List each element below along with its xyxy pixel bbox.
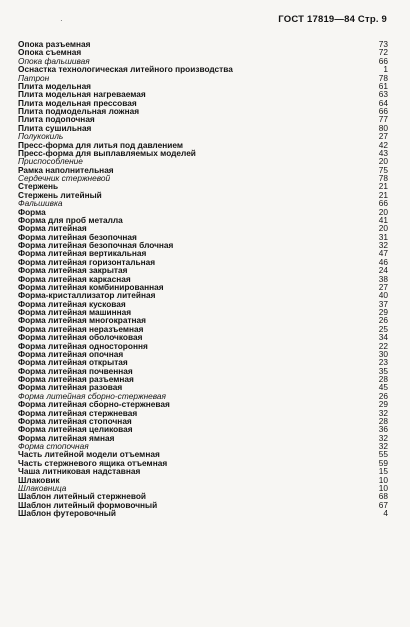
entry-page-number: 43 <box>378 147 388 158</box>
entry-page-number: 32 <box>378 240 388 250</box>
entry-page-number: 73 <box>378 39 388 49</box>
entry-term: Опока разъемная <box>18 39 91 49</box>
entry-page-number: 72 <box>378 47 388 58</box>
entry-term: Форма литейная машинная <box>18 307 132 317</box>
entry-term: Форма литейная сборно-стержневая <box>18 399 170 410</box>
entry-term: Форма литейная открытая <box>18 357 128 368</box>
entry-term: Форма-кристаллизатор литейная <box>18 290 156 301</box>
entry-term: Форма литейная разовая <box>18 382 123 393</box>
entry-page-number: 24 <box>378 265 388 276</box>
entry-term: Шаблон литейный стержневой <box>18 491 146 502</box>
index-entry <box>18 174 388 182</box>
entry-term: Часть литейной модели отъемная <box>18 449 160 460</box>
entry-term: Приспособление <box>18 156 83 167</box>
entry-page-number: 45 <box>378 382 388 393</box>
entry-page-number: 32 <box>378 441 388 451</box>
entry-page-number: 67 <box>378 499 388 510</box>
entry-term: Плита модельная прессовая <box>18 97 137 108</box>
entry-term: Стержень <box>18 181 59 192</box>
entry-term: Форма литейная многократная <box>18 315 146 326</box>
entry-term: Плита подмодельная ложная <box>18 106 140 116</box>
entry-page-number: 27 <box>378 131 388 142</box>
entry-term: Полукокиль <box>18 131 64 142</box>
entry-page-number: 21 <box>378 189 388 200</box>
entry-term: Форма литейная стопочная <box>18 415 132 426</box>
entry-page-number: 59 <box>378 457 388 468</box>
index-entry <box>18 509 388 517</box>
entry-page-number: 40 <box>378 290 388 301</box>
entry-page-number: 38 <box>378 273 388 284</box>
entry-page-number: 68 <box>378 491 388 502</box>
entry-page-number: 66 <box>378 55 388 66</box>
entry-term: Форма литейная кусковая <box>18 298 126 309</box>
entry-term: Форма литейная сборно-стержневая <box>18 390 166 401</box>
entry-page-number: 22 <box>378 340 388 351</box>
index-entry <box>18 65 388 73</box>
index-entry <box>18 191 388 199</box>
entry-page-number: 28 <box>378 374 388 384</box>
entry-page-number: 31 <box>378 231 388 242</box>
entry-term: Плита модельная нагреваемая <box>18 89 146 100</box>
entry-term: Шаблон футеровочный <box>18 508 116 518</box>
index-entry <box>18 199 388 207</box>
entry-page-number: 20 <box>378 223 388 234</box>
entry-page-number: 29 <box>378 399 388 410</box>
entry-term: Шлаковница <box>18 482 67 493</box>
entry-page-number: 46 <box>378 256 388 267</box>
index-entry <box>18 476 388 484</box>
entry-page-number: 42 <box>378 139 388 150</box>
entry-term: Форма литейная безопочная блочная <box>18 240 174 250</box>
entry-term: Шаблон литейный формовочный <box>18 499 158 510</box>
entry-page-number: 55 <box>378 449 388 460</box>
entry-term: Форма для проб металла <box>18 214 123 225</box>
entry-term: Опока фальшивая <box>18 55 90 66</box>
entry-page-number: 34 <box>378 332 388 343</box>
entry-page-number: 61 <box>378 80 388 91</box>
entry-term: Форма литейная почвенная <box>18 365 133 376</box>
entry-page-number: 23 <box>378 357 388 368</box>
entry-term: Форма литейная одностороння <box>18 340 148 351</box>
entry-term: Форма литейная ямная <box>18 432 115 443</box>
entry-page-number: 41 <box>378 214 388 225</box>
entry-page-number: 26 <box>378 315 388 326</box>
entry-term: Часть стержневого ящика отъемная <box>18 457 168 468</box>
entry-term: Опока съемная <box>18 47 82 58</box>
entry-term: Плита подопочная <box>18 114 95 125</box>
entry-page-number: 77 <box>378 114 388 125</box>
entry-page-number: 47 <box>378 248 388 259</box>
entry-page-number: 30 <box>378 348 388 359</box>
entry-term: Форма литейная оболочковая <box>18 332 143 343</box>
entry-term: Сердечник стержневой <box>18 173 111 183</box>
entry-page-number: 78 <box>378 72 388 83</box>
entry-term: Форма стопочная <box>18 441 89 451</box>
entry-page-number: 10 <box>378 482 388 493</box>
entry-term: Форма литейная каркасная <box>18 273 131 284</box>
entry-page-number: 75 <box>378 164 388 175</box>
entry-page-number: 35 <box>378 365 388 376</box>
entry-page-number: 66 <box>378 198 388 209</box>
entry-page-number: 25 <box>378 323 388 334</box>
entry-term: Патрон <box>18 72 50 83</box>
entry-term: Пресс-форма для выплавляемых моделей <box>18 147 196 158</box>
entry-page-number: 29 <box>378 307 388 317</box>
entry-page-number: 10 <box>378 474 388 485</box>
entry-term: Форма литейная разъемная <box>18 374 134 384</box>
entry-term: Оснастка технологическая литейного производства <box>18 64 233 75</box>
scan-speck: · <box>60 16 63 25</box>
entry-term: Форма литейная закрытая <box>18 265 128 276</box>
entry-page-number: 20 <box>378 206 388 217</box>
page-header: ГОСТ 17819—84 Стр. 9 <box>278 14 387 25</box>
index-entry <box>18 467 388 475</box>
entry-page-number: 20 <box>378 156 388 167</box>
entry-term: Форма литейная опочная <box>18 348 124 359</box>
entry-term: Плита сушильная <box>18 122 92 133</box>
entry-term: Форма литейная безопочная <box>18 231 137 242</box>
entry-term: Форма литейная горизонтальная <box>18 256 156 267</box>
entry-page-number: 28 <box>378 415 388 426</box>
entry-term: Стержень литейный <box>18 189 102 200</box>
entry-term: Форма литейная неразъемная <box>18 323 144 334</box>
entry-page-number: 26 <box>378 390 388 401</box>
entry-page-number: 32 <box>378 407 388 418</box>
entry-page-number: 64 <box>378 97 388 108</box>
entry-page-number: 66 <box>378 106 388 116</box>
entry-page-number: 21 <box>378 181 388 192</box>
entry-page-number: 27 <box>378 281 388 292</box>
entry-page-number: 36 <box>378 424 388 435</box>
entry-page-number: 32 <box>378 432 388 443</box>
entry-page-number: 63 <box>378 89 388 100</box>
entry-term: Форма <box>18 206 46 217</box>
entry-term: Чаша литниковая надставная <box>18 466 141 477</box>
entry-page-number: 1 <box>383 64 388 75</box>
entry-term: Форма литейная <box>18 223 87 234</box>
entry-term: Форма литейная целиковая <box>18 424 133 435</box>
entry-page-number: 15 <box>378 466 388 477</box>
index-entry <box>18 124 388 132</box>
entry-term: Пресс-форма для литья под давлением <box>18 139 183 150</box>
entry-page-number: 37 <box>378 298 388 309</box>
entry-term: Фальшивка <box>18 198 63 209</box>
entry-term: Рамка наполнительная <box>18 164 114 175</box>
entry-page-number: 4 <box>383 508 388 518</box>
entry-term: Плита модельная <box>18 80 92 91</box>
entry-term: Форма литейная вертикальная <box>18 248 147 259</box>
entry-page-number: 80 <box>378 122 388 133</box>
index-list <box>18 40 388 517</box>
entry-term: Форма литейная стержневая <box>18 407 138 418</box>
entry-term: Форма литейная комбинированная <box>18 281 164 292</box>
entry-page-number: 78 <box>378 173 388 183</box>
entry-term: Шлаковик <box>18 474 60 485</box>
